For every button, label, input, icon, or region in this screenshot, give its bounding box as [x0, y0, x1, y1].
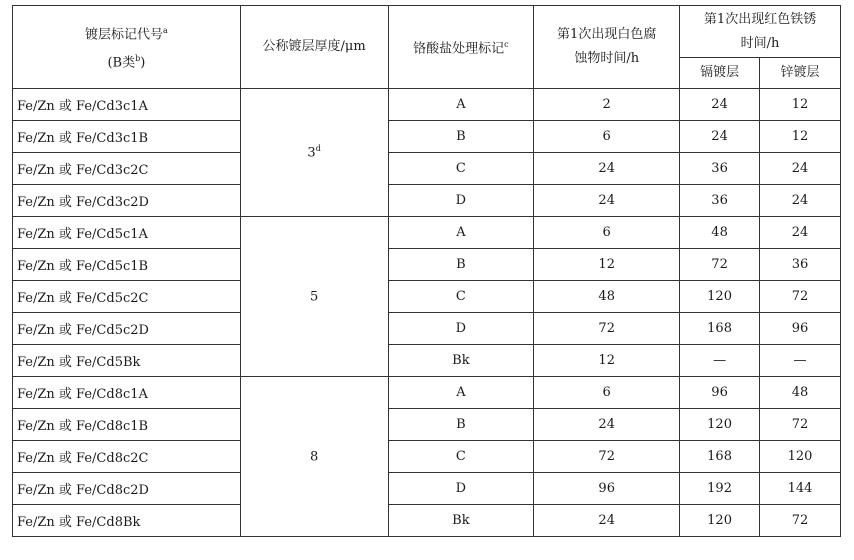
cell-code: Fe/Zn 或 Fe/Cd3c1A — [13, 89, 241, 121]
cell-chromate: B — [388, 121, 534, 153]
cell-zn: 24 — [760, 153, 841, 185]
cell-white: 6 — [534, 377, 680, 409]
cell-chromate: A — [388, 217, 534, 249]
table-row — [13, 313, 841, 345]
cell-cd: 168 — [680, 313, 760, 345]
cell-white: 24 — [534, 153, 680, 185]
table-row — [13, 409, 841, 441]
cell-white: 12 — [534, 345, 680, 377]
cell-code: Fe/Zn 或 Fe/Cd3c2D — [13, 185, 241, 217]
cell-zn: 24 — [760, 217, 841, 249]
table-row — [13, 441, 841, 473]
cell-code: Fe/Zn 或 Fe/Cd5c2D — [13, 313, 241, 345]
cell-zn: 24 — [760, 185, 841, 217]
cell-white: 24 — [534, 185, 680, 217]
cell-cd: 24 — [680, 89, 760, 121]
cell-code: Fe/Zn 或 Fe/Cd8c2C — [13, 441, 241, 473]
cell-cd: 24 — [680, 121, 760, 153]
header-thickness: 公称镀层厚度/μm — [240, 6, 388, 89]
cell-zn: 72 — [760, 409, 841, 441]
cell-code: Fe/Zn 或 Fe/Cd3c2C — [13, 153, 241, 185]
cell-code: Fe/Zn 或 Fe/Cd5c1B — [13, 249, 241, 281]
cell-zn: 144 — [760, 473, 841, 505]
cell-white: 12 — [534, 249, 680, 281]
cell-cd: 120 — [680, 281, 760, 313]
table-row — [13, 121, 841, 153]
table-row — [13, 377, 841, 409]
cell-zn: 48 — [760, 377, 841, 409]
cell-cd: 36 — [680, 153, 760, 185]
cell-chromate: C — [388, 281, 534, 313]
table-row — [13, 473, 841, 505]
cell-zn: 12 — [760, 121, 841, 153]
cell-zn: 36 — [760, 249, 841, 281]
cell-cd: 96 — [680, 377, 760, 409]
header-white-rust: 第1次出现白色腐蚀物时间/h — [534, 6, 680, 89]
cell-cd: 36 — [680, 185, 760, 217]
table-row — [13, 153, 841, 185]
cell-chromate: A — [388, 377, 534, 409]
table-row — [13, 89, 841, 121]
cell-cd: 120 — [680, 505, 760, 537]
header-code: 镀层标记代号$^a$ (B类$^b$) — [13, 6, 241, 89]
table-row — [13, 185, 841, 217]
cell-zn: 12 — [760, 89, 841, 121]
cell-cd: 192 — [680, 473, 760, 505]
cell-cd: 168 — [680, 441, 760, 473]
cell-white: 24 — [534, 505, 680, 537]
cell-chromate: B — [388, 249, 534, 281]
cell-cd: — — [680, 345, 760, 377]
table-row — [13, 281, 841, 313]
cell-chromate: B — [388, 409, 534, 441]
table-row — [13, 249, 841, 281]
cell-code: Fe/Zn 或 Fe/Cd5c2C — [13, 281, 241, 313]
cell-cd: 120 — [680, 409, 760, 441]
cell-chromate: D — [388, 313, 534, 345]
cell-chromate: Bk — [388, 345, 534, 377]
cell-code: Fe/Zn 或 Fe/Cd8c1B — [13, 409, 241, 441]
cell-code: Fe/Zn 或 Fe/Cd8Bk — [13, 505, 241, 537]
cell-white: 72 — [534, 313, 680, 345]
cell-chromate: D — [388, 473, 534, 505]
cell-thickness: 3$^d$ — [240, 89, 388, 217]
cell-code: Fe/Zn 或 Fe/Cd8c1A — [13, 377, 241, 409]
cell-zn: 72 — [760, 505, 841, 537]
cell-chromate: C — [388, 441, 534, 473]
header-cd: 镉镀层 — [680, 58, 760, 89]
cell-white: 72 — [534, 441, 680, 473]
corrosion-table — [12, 5, 841, 537]
cell-white: 6 — [534, 121, 680, 153]
cell-cd: 48 — [680, 217, 760, 249]
cell-code: Fe/Zn 或 Fe/Cd5c1A — [13, 217, 241, 249]
cell-white: 24 — [534, 409, 680, 441]
cell-zn: 120 — [760, 441, 841, 473]
cell-thickness: 5 — [240, 217, 388, 377]
cell-zn: 96 — [760, 313, 841, 345]
cell-zn: — — [760, 345, 841, 377]
table-row — [13, 217, 841, 249]
cell-code: Fe/Zn 或 Fe/Cd5Bk — [13, 345, 241, 377]
cell-cd: 72 — [680, 249, 760, 281]
cell-code: Fe/Zn 或 Fe/Cd3c1B — [13, 121, 241, 153]
cell-white: 48 — [534, 281, 680, 313]
cell-chromate: C — [388, 153, 534, 185]
cell-chromate: D — [388, 185, 534, 217]
cell-zn: 72 — [760, 281, 841, 313]
cell-code: Fe/Zn 或 Fe/Cd8c2D — [13, 473, 241, 505]
cell-white: 2 — [534, 89, 680, 121]
cell-chromate: A — [388, 89, 534, 121]
cell-white: 6 — [534, 217, 680, 249]
table-row — [13, 505, 841, 537]
cell-thickness: 8 — [240, 377, 388, 537]
header-red-rust: 第1次出现红色铁锈时间/h — [680, 6, 841, 58]
cell-chromate: Bk — [388, 505, 534, 537]
cell-white: 96 — [534, 473, 680, 505]
header-chromate: 铬酸盐处理标记$^c$ — [388, 6, 534, 89]
table-row — [13, 345, 841, 377]
header-zn: 锌镀层 — [760, 58, 841, 89]
